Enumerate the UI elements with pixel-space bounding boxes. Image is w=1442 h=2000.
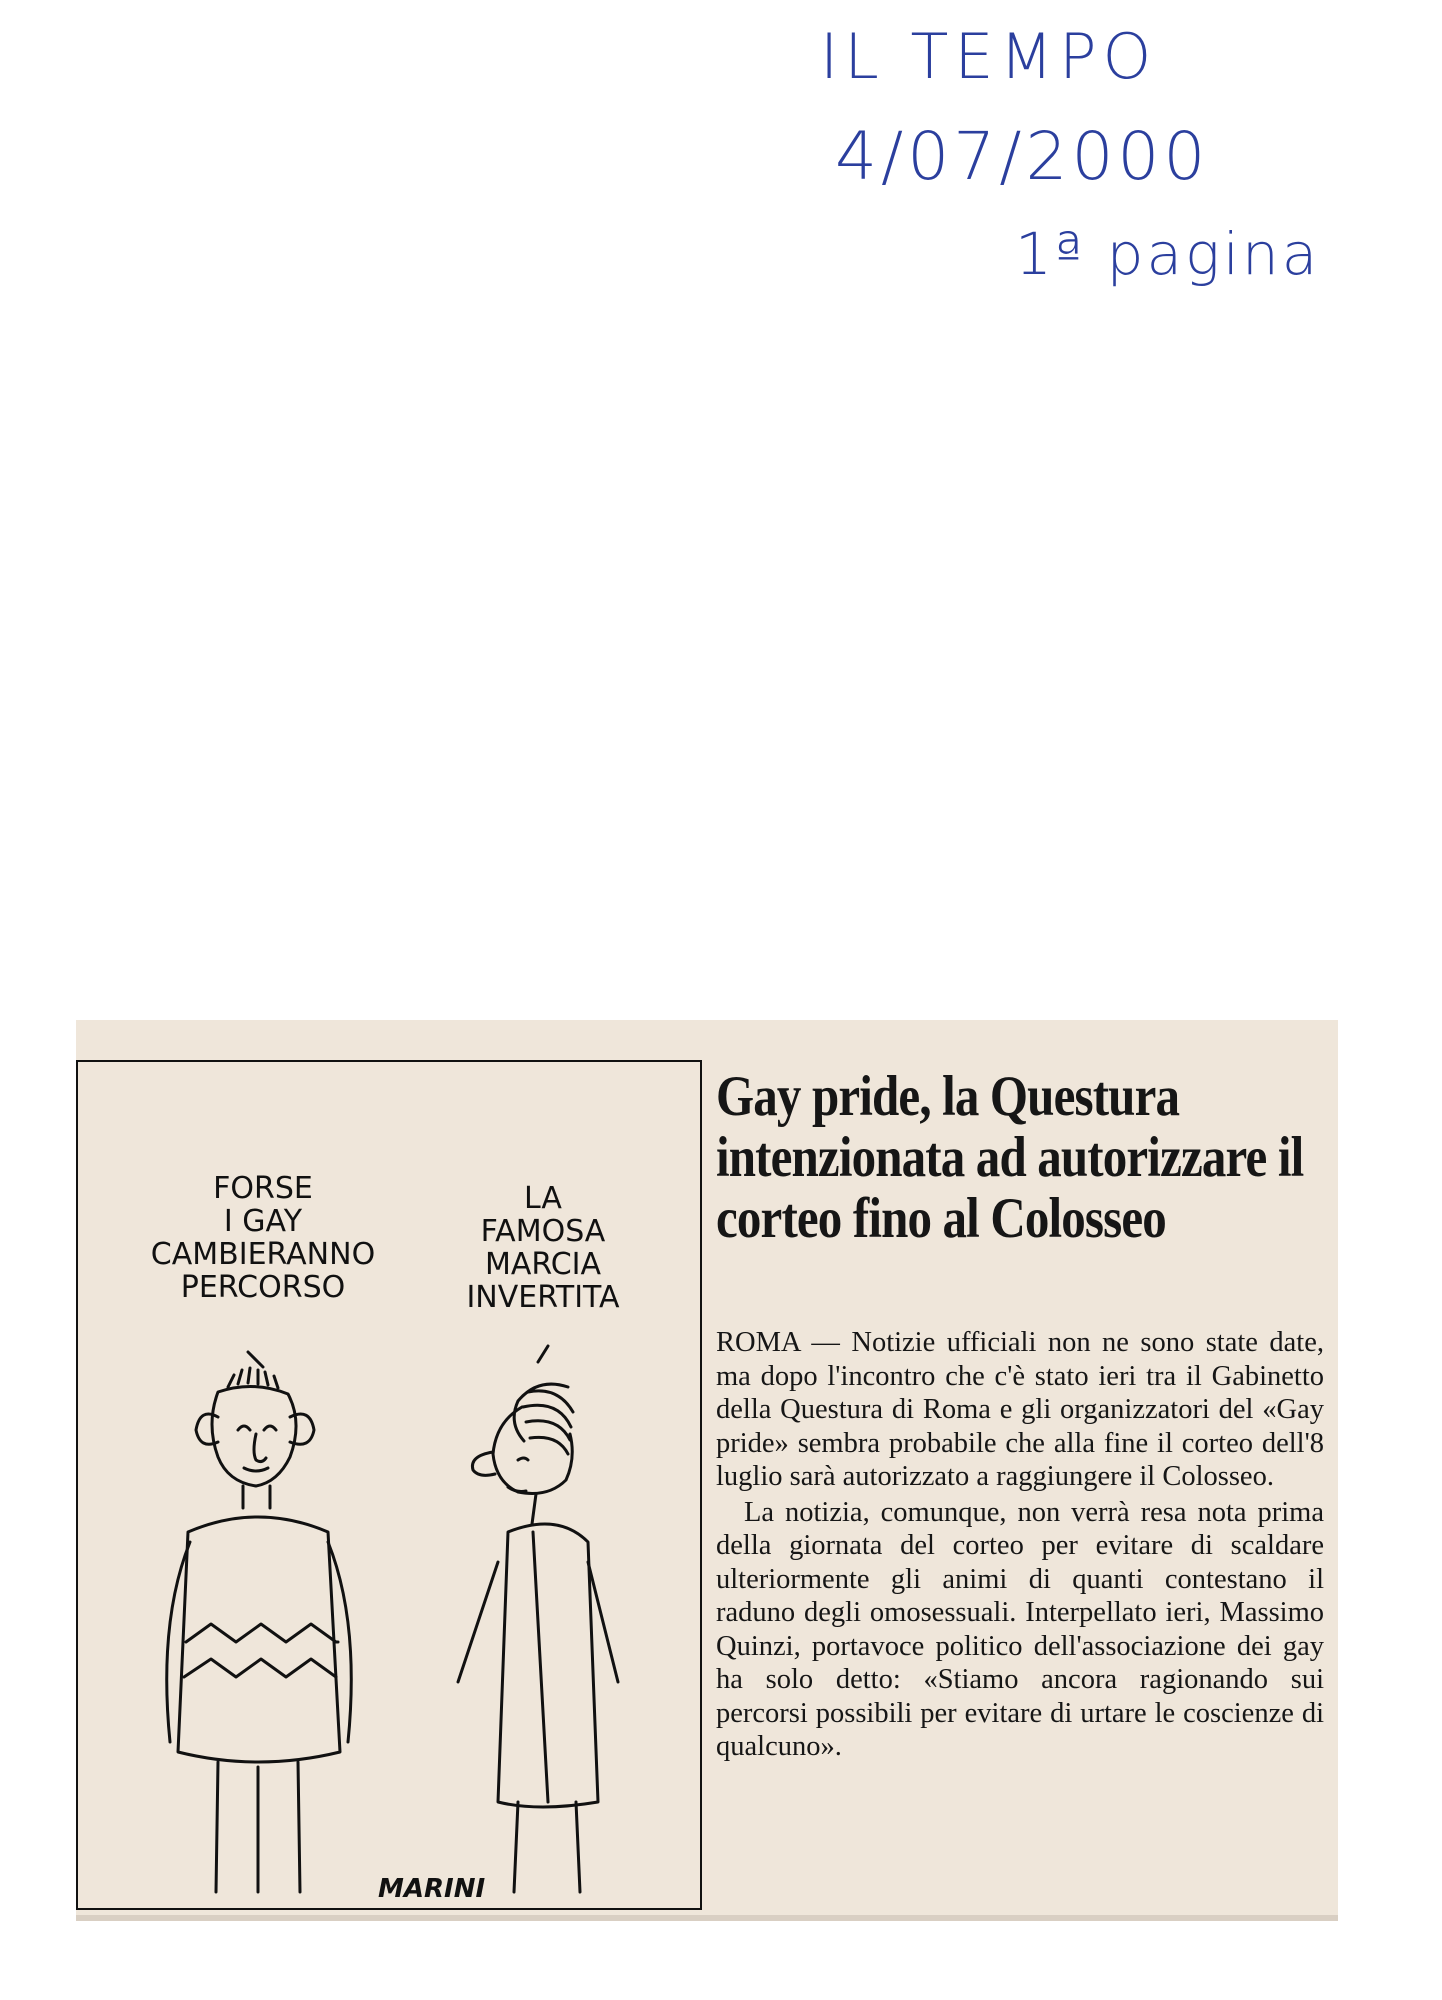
speech-right-line: FAMOSA (480, 1214, 606, 1249)
speech-right-line: LA (524, 1181, 562, 1216)
cartoon-panel (76, 1060, 702, 1910)
cartoonist-signature: MARINI (378, 1874, 486, 1904)
article-headline: Gay pride, la Questura intenzionata ad autorizzare il corteo fino al Colosseo (716, 1065, 1304, 1250)
speech-left-line: I GAY (223, 1204, 303, 1239)
handwritten-date: 4/07/2000 (835, 118, 1210, 195)
article-paragraph: La notizia, comunque, non verrà resa nota prima della giornata del corteo per evitare di scaldare ulteriormente gli animi di quanti contestano il raduno degli omosessuali. Interpellato ieri, Massimo Quinzi, portavoce politico dell'associazione dei gay ha solo detto: «Stiamo ancora ragionando sui percorsi possibili per evitare di urtare le coscienze di qualcuno». (716, 1496, 1324, 1762)
speech-bubble-left (118, 1172, 408, 1304)
speech-left-line: PERCORSO (180, 1270, 346, 1305)
speech-bubble-right (423, 1182, 663, 1314)
speech-left-line: CAMBIERANNO (150, 1237, 376, 1272)
speech-right-line: INVERTITA (466, 1280, 620, 1315)
article-body (716, 1326, 1324, 1764)
clipping-edge (76, 1915, 1338, 1921)
newspaper-clipping (76, 1020, 1338, 1920)
handwritten-source: IL TEMPO (820, 20, 1158, 93)
article-paragraph: ROMA — Notizie ufficiali non ne sono state date, ma dopo l'incontro che c'è stato ieri tra il Gabinetto della Questura di Roma e gli organizzatori del «Gay pride» sembra probabile che alla fine il corteo dell'8 luglio sarà autorizzato a raggiungere il Colosseo. (716, 1327, 1324, 1492)
speech-left-line: FORSE (213, 1171, 313, 1206)
handwritten-page: 1ª pagina (1015, 220, 1321, 288)
speech-right-line: MARCIA (484, 1247, 602, 1282)
